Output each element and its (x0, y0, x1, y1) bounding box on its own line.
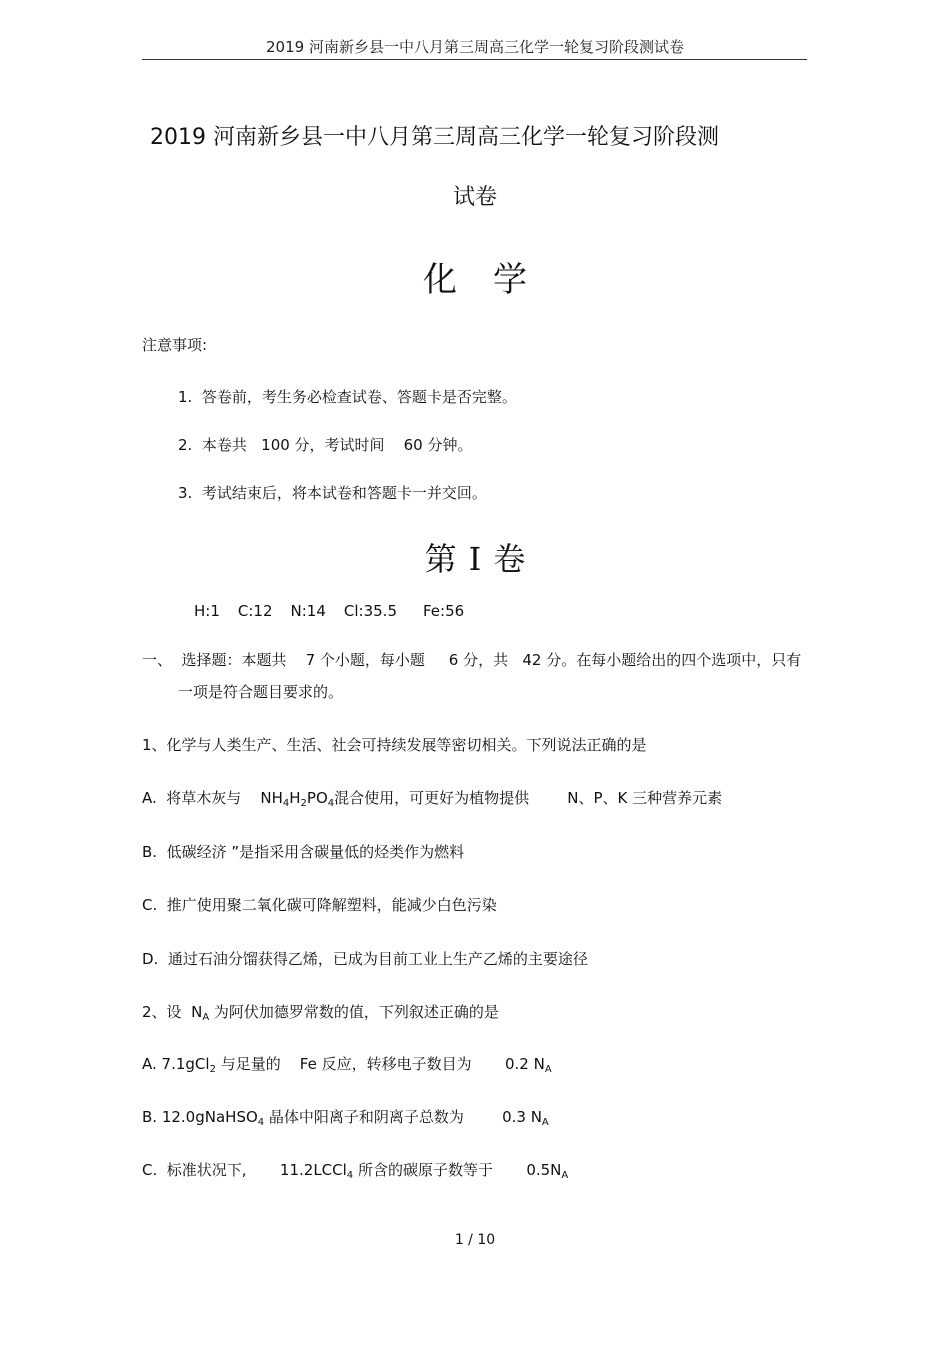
question-2-option-c: C. 标准状况下, 11.2LCCl$_4$ 所含的碳原子数等于 $0.5N_A$ (142, 1161, 569, 1181)
note-item-1: 1. 答卷前，考生务必检查试卷、答题卡是否完整。 (178, 388, 517, 406)
header-rule (142, 59, 807, 60)
atomic-mass-fe: Fe:56 (422, 602, 465, 620)
atomic-mass-h: H:1 (194, 602, 220, 620)
question-2-option-a: A. 7.1gCl$_2$ 与足量的 Fe 反应，转移电子数目为 0.2 $N_A$ (142, 1055, 552, 1075)
atomic-mass-n: N:14 (290, 602, 326, 620)
running-header: 2019 河南新乡县一中八月第三周高三化学一轮复习阶段测试卷 (266, 38, 684, 56)
title-line-2: 试卷 (452, 185, 497, 210)
section-title (0, 534, 950, 580)
note-item-2: 2. 本卷共 100 分，考试时间 60 分钟。 (178, 436, 473, 454)
question-2-option-b: B. 12.0gNaHSO$_4$ 晶体中阳离子和阴离子总数为 0.3 $N_A$ (142, 1108, 549, 1128)
subject-title: 化学 (423, 260, 563, 300)
page-number: 1 / 10 (454, 1232, 496, 1248)
question-1-option-d: D. 通过石油分馏获得乙烯，已成为目前工业上生产乙烯的主要途径 (142, 950, 588, 968)
note-item-3: 3. 考试结束后，将本试卷和答题卡一并交回。 (178, 484, 487, 502)
atomic-mass-cl: Cl:35.5 (343, 602, 397, 620)
atomic-masses (194, 602, 464, 620)
atomic-mass-c: C:12 (237, 602, 273, 620)
question-1-stem: 1、化学与人类生产、生活、社会可持续发展等密切相关。下列说法正确的是 (142, 736, 647, 754)
question-2-stem: 2、设 $N_A$ 为阿伏加德罗常数的值，下列叙述正确的是 (142, 1003, 499, 1023)
part-one-instruction-line-2: 一项是符合题目要求的。 (178, 683, 344, 701)
section-title-prefix: 第 (424, 540, 457, 578)
question-1-option-a: A. 将草木灰与 $NH_4H_2PO_4$混合使用，可更好为植物提供 N、P、K 三种营养元素 (142, 789, 723, 809)
section-title-suffix: 卷 (493, 540, 526, 578)
section-title-numeral: I (468, 540, 482, 578)
part-one-instruction-line-1: 一、 选择题：本题共 7 个小题，每小题 6 分，共 42 分。在每小题给出的四个选项中，只有 (142, 651, 802, 669)
notes-heading: 注意事项: (142, 336, 208, 354)
title-line-1: 2019 河南新乡县一中八月第三周高三化学一轮复习阶段测 (150, 125, 719, 150)
question-1-option-c: C. 推广使用聚二氧化碳可降解塑料，能减少白色污染 (142, 896, 497, 914)
question-1-option-b: B. 低碳经济 ”是指采用含碳量低的烃类作为燃料 (142, 843, 465, 861)
